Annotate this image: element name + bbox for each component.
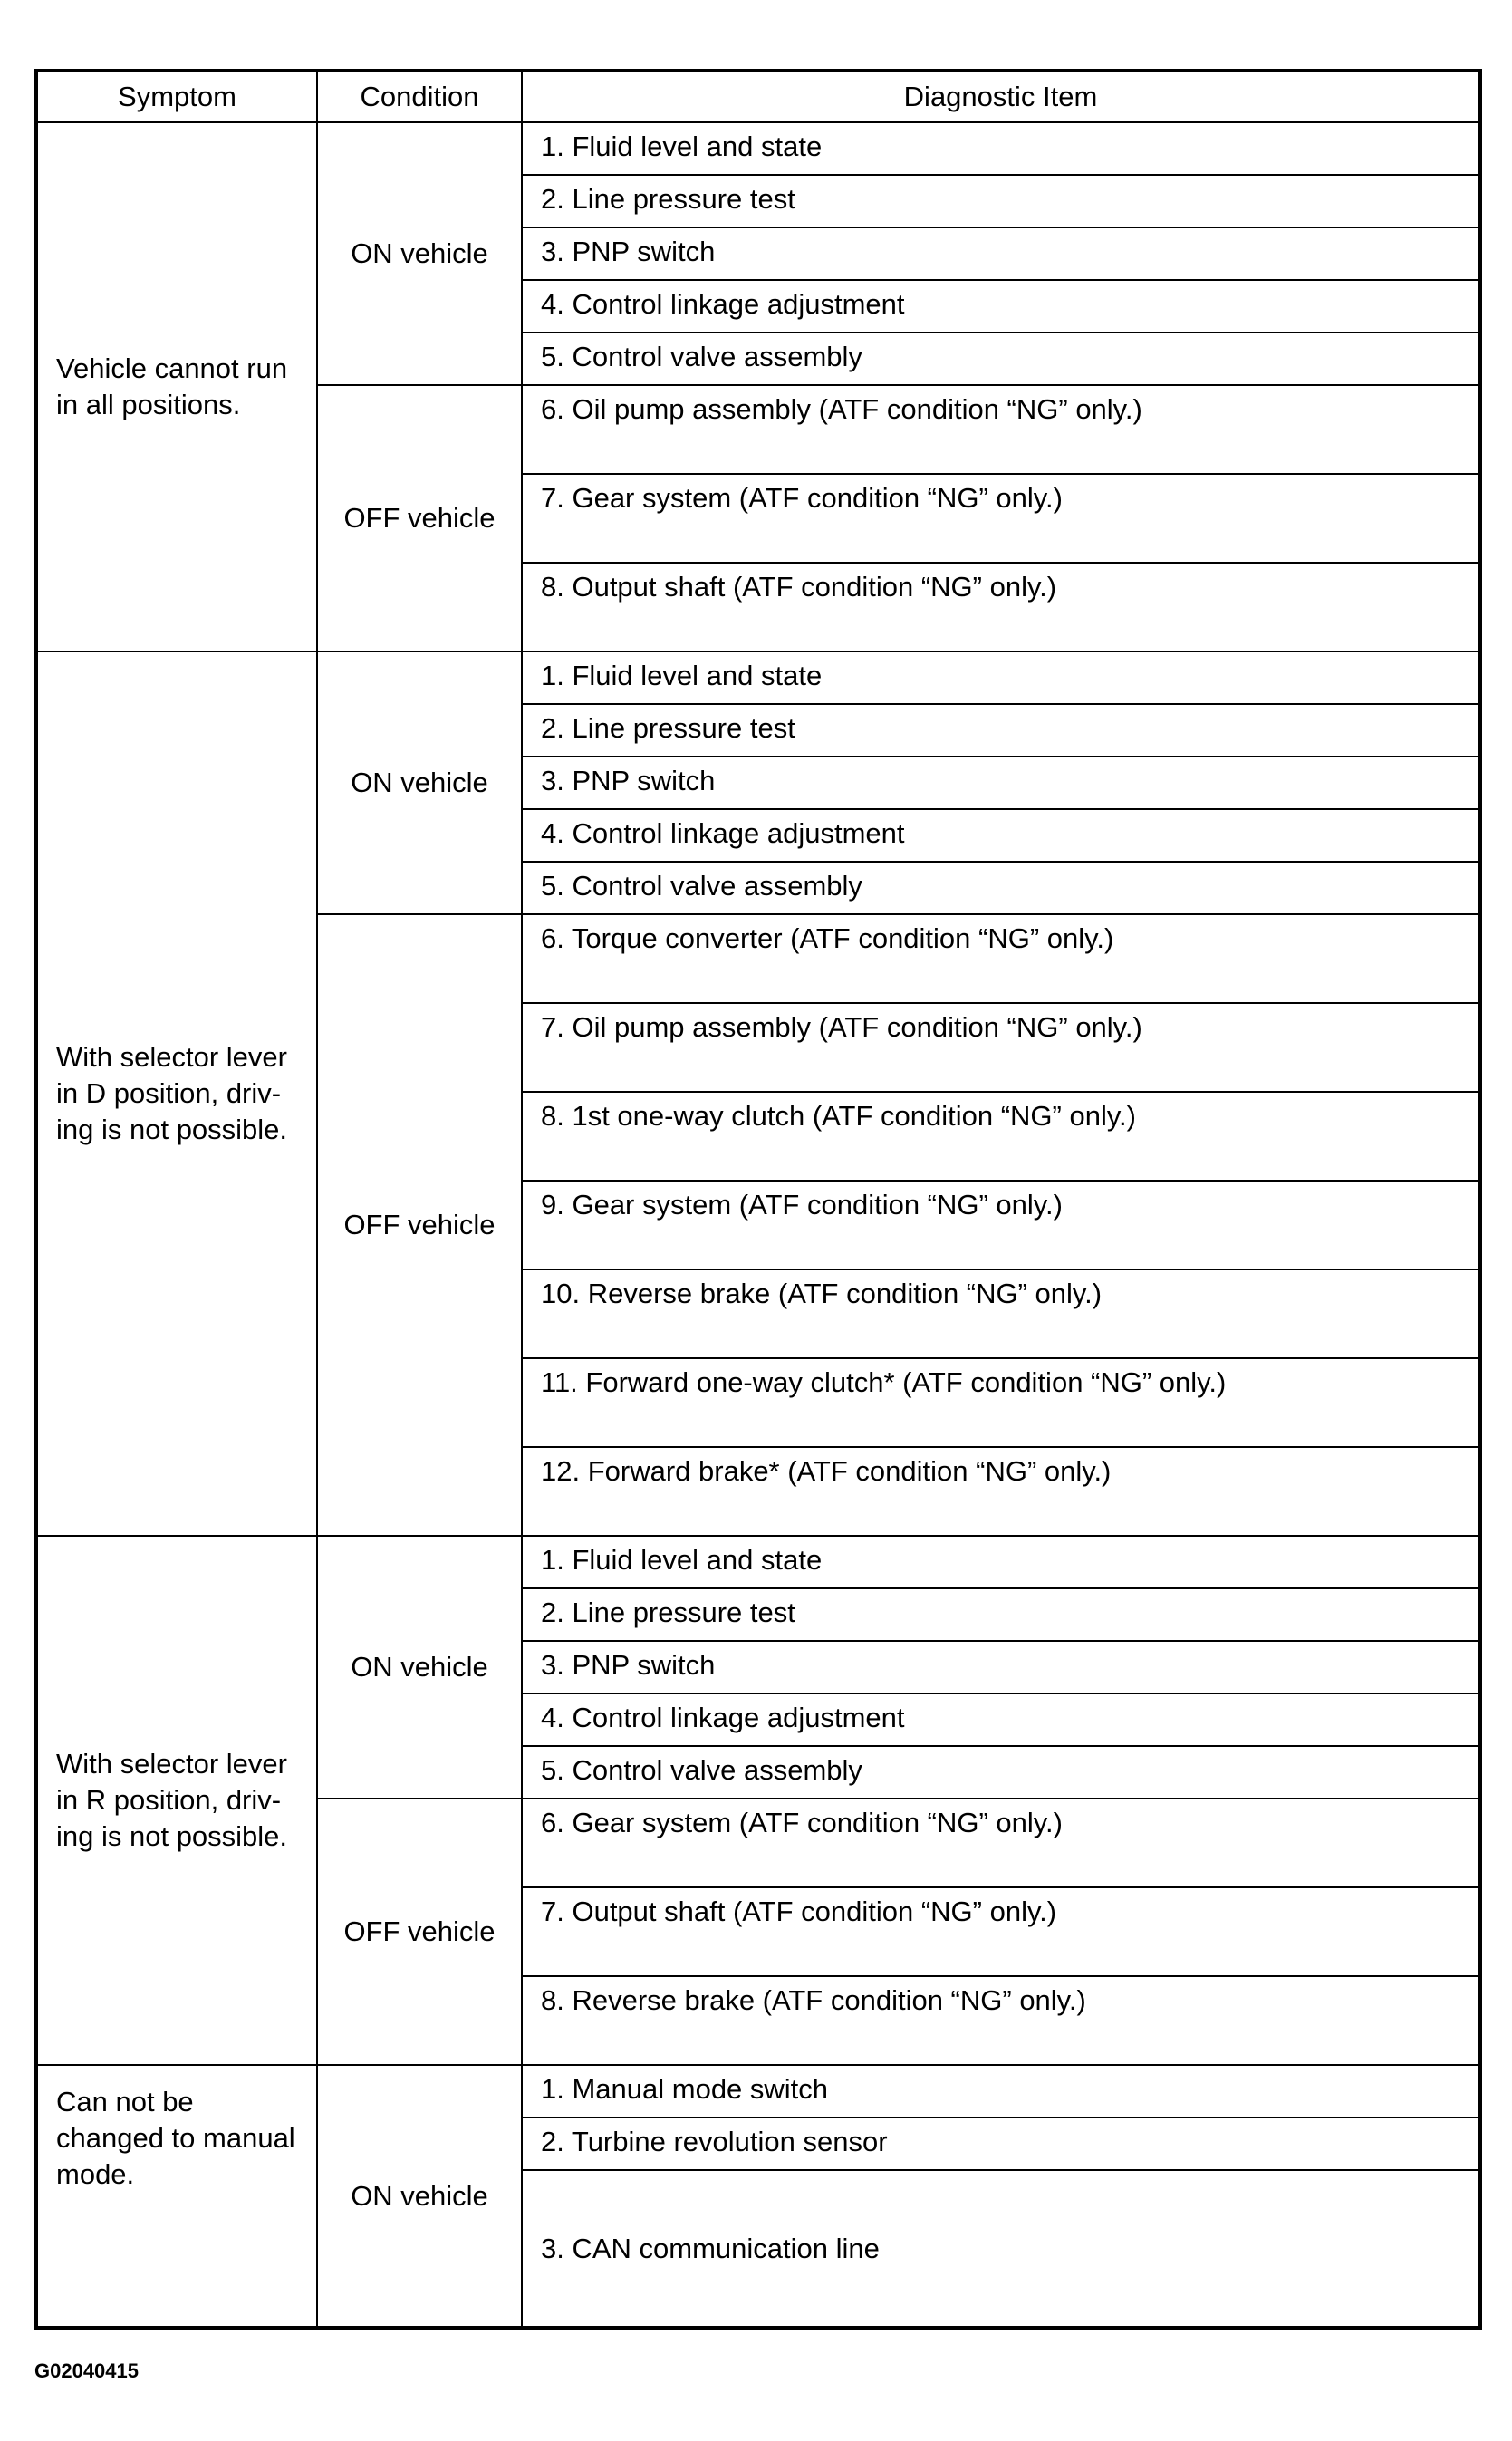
figure-code: G02040415: [34, 2359, 139, 2382]
diagnostic-item: 2. Line pressure test: [522, 1588, 1480, 1641]
diagnostic-item: 7. Oil pump assembly (ATF condition “NG” only.): [522, 1003, 1480, 1092]
symptom-text: Can not be changed to manual mode.: [56, 2086, 295, 2190]
condition-cell: ON vehicle: [317, 1536, 522, 1799]
symptom-cell: [36, 122, 317, 651]
diagnostic-item: 5. Control valve assembly: [522, 1746, 1480, 1799]
condition-cell: ON vehicle: [317, 651, 522, 914]
diagnostic-item: 4. Control linkage adjustment: [522, 809, 1480, 862]
diagnostic-item: 8. Output shaft (ATF condition “NG” only.): [522, 563, 1480, 651]
diagnostic-item: 3. PNP switch: [522, 757, 1480, 809]
diagnostic-item: 7. Gear system (ATF condition “NG” only.): [522, 474, 1480, 563]
diagnostic-item: 4. Control linkage adjustment: [522, 1693, 1480, 1746]
condition-cell: OFF vehicle: [317, 914, 522, 1536]
symptom-cell: [36, 651, 317, 1536]
symptom-cell: [36, 2065, 317, 2328]
diagnostic-item: 6. Torque converter (ATF condition “NG” only.): [522, 914, 1480, 1003]
diagnostic-item: 8. Reverse brake (ATF condition “NG” only.): [522, 1976, 1480, 2065]
diagnostic-item: 6. Oil pump assembly (ATF condition “NG” only.): [522, 385, 1480, 474]
symptom-cell: [36, 1536, 317, 2065]
diagnostic-item: 5. Control valve assembly: [522, 862, 1480, 914]
diagnostic-item: 6. Gear system (ATF condition “NG” only.): [522, 1799, 1480, 1887]
header-condition: Condition: [317, 71, 522, 122]
diagnostic-item: 3. PNP switch: [522, 227, 1480, 280]
diagnostic-item: 1. Fluid level and state: [522, 122, 1480, 175]
diagnostic-item: 3. PNP switch: [522, 1641, 1480, 1693]
diagnostic-item: 2. Line pressure test: [522, 704, 1480, 757]
diagnostic-item: 5. Control valve assembly: [522, 333, 1480, 385]
diagnostic-item: 2. Line pressure test: [522, 175, 1480, 227]
symptom-text: Vehicle cannot run in all positions.: [56, 352, 288, 420]
condition-cell: OFF vehicle: [317, 385, 522, 651]
symptom-text: With selector lever in R position, driv- ing is not possible.: [56, 1748, 288, 1852]
diagnostic-item: 9. Gear system (ATF condition “NG” only.): [522, 1181, 1480, 1269]
diagnostic-item: 1. Fluid level and state: [522, 651, 1480, 704]
diagnostic-item: 7. Output shaft (ATF condition “NG” only.): [522, 1887, 1480, 1976]
header-symptom: Symptom: [36, 71, 317, 122]
condition-cell: ON vehicle: [317, 122, 522, 385]
condition-cell: ON vehicle: [317, 2065, 522, 2328]
diagnostic-item: 11. Forward one-way clutch* (ATF condition “NG” only.): [522, 1358, 1480, 1447]
diagnostic-item: 10. Reverse brake (ATF condition “NG” only.): [522, 1269, 1480, 1358]
diagnostic-table: [34, 69, 1482, 2330]
diagnostic-item: 1. Fluid level and state: [522, 1536, 1480, 1588]
symptom-text: With selector lever in D position, driv- ing is not possible.: [56, 1041, 288, 1145]
diagnostic-item: 4. Control linkage adjustment: [522, 280, 1480, 333]
diagnostic-item: 8. 1st one-way clutch (ATF condition “NG” only.): [522, 1092, 1480, 1181]
header-diagnostic-item: Diagnostic Item: [522, 71, 1480, 122]
diagnostic-item: 12. Forward brake* (ATF condition “NG” only.): [522, 1447, 1480, 1536]
header-row: [36, 71, 1480, 122]
diagnostic-item: 2. Turbine revolution sensor: [522, 2118, 1480, 2170]
diagnostic-item: 3. CAN communication line: [522, 2170, 1480, 2328]
condition-cell: OFF vehicle: [317, 1799, 522, 2065]
diagnostic-item: 1. Manual mode switch: [522, 2065, 1480, 2118]
